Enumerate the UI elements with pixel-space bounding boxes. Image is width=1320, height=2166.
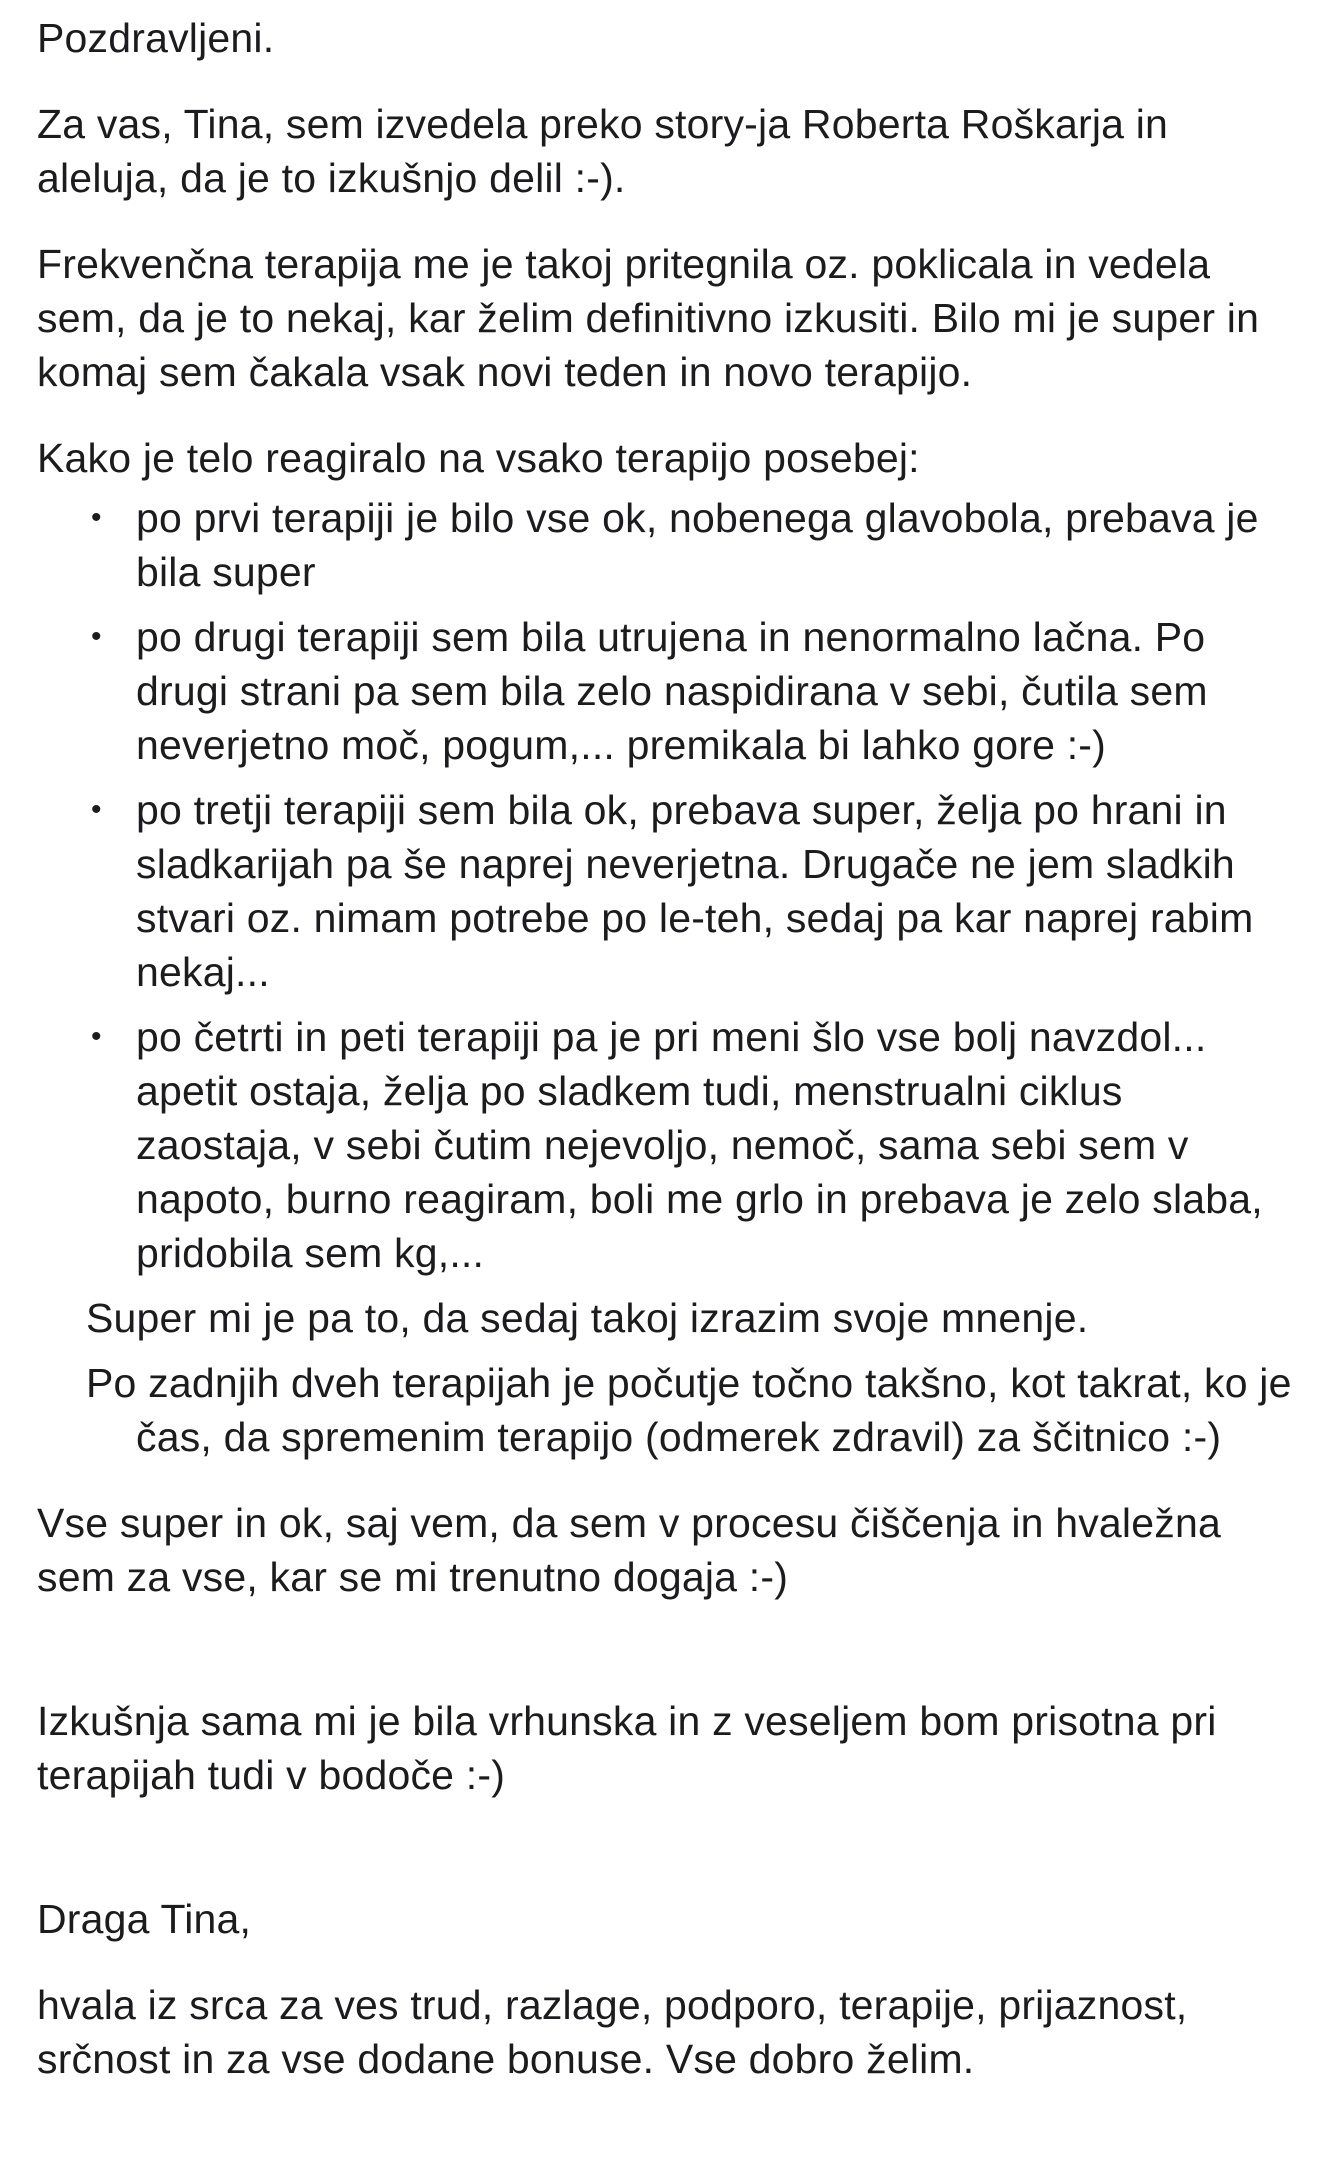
bullet-icon: • [91, 620, 102, 653]
paragraph-thanks: hvala iz srca za ves trud, razlage, podporo, terapije, prijaznost, srčnost in za vse dodane bonuse. Vse dobro želim. [37, 1982, 1188, 2082]
paragraph-intro: Za vas, Tina, sem izvedela preko story-ja Roberta Roškarja in aleluja, da je to izkušnjo delil :-). [37, 101, 1169, 201]
bullet-icon: • [91, 1020, 102, 1053]
therapy-reactions-list [37, 491, 1297, 1280]
paragraph-cleansing: Vse super in ok, saj vem, da sem v procesu čiščenja in hvaležna sem za vse, kar se mi trenutno dogaja :-) [37, 1500, 1221, 1600]
bullet-icon: • [91, 501, 102, 534]
greeting: Pozdravljeni. [37, 15, 275, 61]
list-item-text: po drugi terapiji sem bila utrujena in nenormalno lačna. Po drugi strani pa sem bila zelo naspidirana v sebi, čutila sem neverjetno moč, pogum,... premikala bi lahko gore :-) [136, 614, 1208, 768]
note-opinion: Super mi je pa to, da sedaj takoj izrazim svoje mnenje. [86, 1295, 1089, 1341]
list-item-text: po prvi terapiji je bilo vse ok, nobenega glavobola, prebava je bila super [136, 495, 1259, 595]
paragraph-experience: Izkušnja sama mi je bila vrhunska in z veseljem bom prisotna pri terapijah tudi v bodoče :-) [37, 1698, 1217, 1798]
paragraph-therapy: Frekvenčna terapija me je takoj pritegnila oz. poklicala in vedela sem, da je to nekaj, kar želim definitivno izkusiti. Bilo mi je super in komaj sem čakala vsak novi teden in novo terapijo. [37, 241, 1260, 395]
list-item [37, 491, 1297, 599]
list-item-text: po tretji terapiji sem bila ok, prebava super, želja po hrani in sladkarijah pa še naprej neverjetna. Drugače ne jem sladkih stvari oz. nimam potrebe po le-teh, sedaj pa kar naprej rabim nekaj... [136, 787, 1254, 995]
list-item [37, 783, 1297, 999]
list-intro: Kako je telo reagiralo na vsako terapijo posebej: [37, 435, 920, 481]
bullet-icon: • [91, 793, 102, 826]
list-item [37, 1010, 1297, 1280]
salutation: Draga Tina, [37, 1896, 252, 1942]
list-item-text: po četrti in peti terapiji pa je pri meni šlo vse bolj navzdol... apetit ostaja, želja po sladkem tudi, menstrualni ciklus zaostaja, v sebi čutim nejevoljo, nemoč, sama sebi sem v napoto, burno reagiram, boli me grlo in prebava je zelo slaba, pridobila sem kg,... [136, 1014, 1263, 1276]
note-feeling: Po zadnjih dveh terapijah je počutje točno takšno, kot takrat, ko je čas, da spremenim terapijo (odmerek zdravil) za ščitnico :-) [86, 1360, 1292, 1460]
email-body [37, 11, 1297, 2086]
list-item [37, 610, 1297, 772]
